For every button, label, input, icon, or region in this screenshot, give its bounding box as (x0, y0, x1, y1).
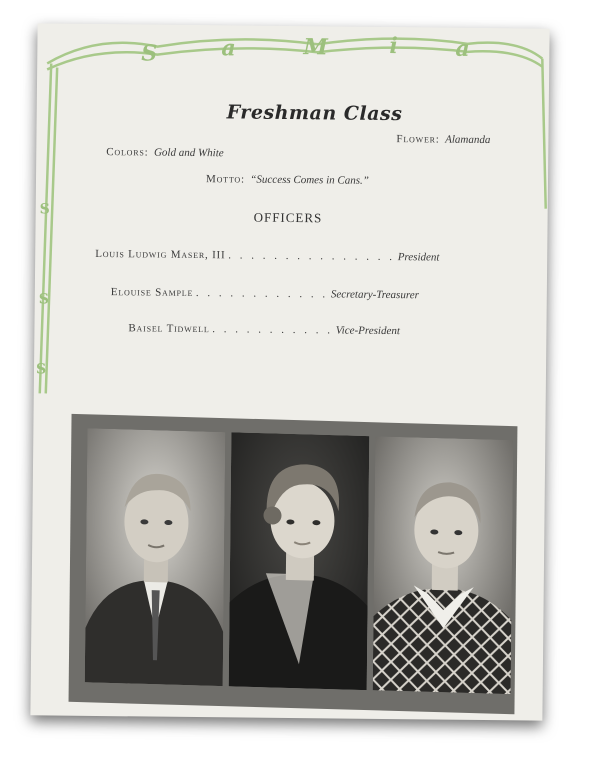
officer-role: Vice-President (335, 324, 401, 338)
portrait-photo-3 (373, 436, 514, 694)
officer-name: Elouise Sample (110, 286, 194, 299)
leader-dots: . . . . . . . . . . . (212, 323, 334, 337)
ornament-letter-s: S (141, 40, 158, 67)
officer-role: President (397, 251, 440, 264)
ornament-letter-m: M (303, 34, 328, 61)
ornament-letter-i: i (389, 33, 398, 60)
portrait-photo-1 (85, 428, 226, 686)
leader-dots: . . . . . . . . . . . . . . . (228, 249, 396, 264)
boy-in-suit-portrait (85, 428, 226, 686)
colors-line (106, 146, 224, 159)
flower-value: Alamanda (445, 133, 491, 147)
colors-label: Colors: (106, 146, 149, 159)
girl-with-curly-hair-portrait (229, 432, 370, 690)
svg-text:S: S (35, 361, 47, 378)
motto-label: Motto: (205, 173, 245, 186)
officer-name: Louis Ludwig Maser, III (95, 247, 226, 262)
svg-text:S: S (38, 291, 49, 308)
motto-line (206, 173, 369, 187)
page-title: Freshman Class (226, 101, 403, 126)
leader-dots: . . . . . . . . . . . . (195, 287, 329, 301)
boy-in-patterned-sweater-portrait (373, 436, 514, 694)
svg-text:S: S (39, 201, 50, 218)
portrait-photo-2 (229, 432, 370, 690)
officer-name: Baisel Tidwell (128, 322, 210, 336)
yearbook-page (30, 23, 549, 720)
ornament-letter-a: a (221, 35, 236, 62)
flower-label: Flower: (396, 133, 440, 146)
motto-value: “Success Comes in Cans.” (250, 173, 369, 187)
officer-role: Secretary-Treasurer (330, 288, 419, 302)
officer-photos-panel (69, 414, 518, 714)
ornament-letter-a2: a (455, 35, 470, 62)
officers-heading: OFFICERS (253, 209, 323, 226)
colors-value: Gold and White (153, 146, 224, 160)
flower-line (396, 133, 490, 146)
